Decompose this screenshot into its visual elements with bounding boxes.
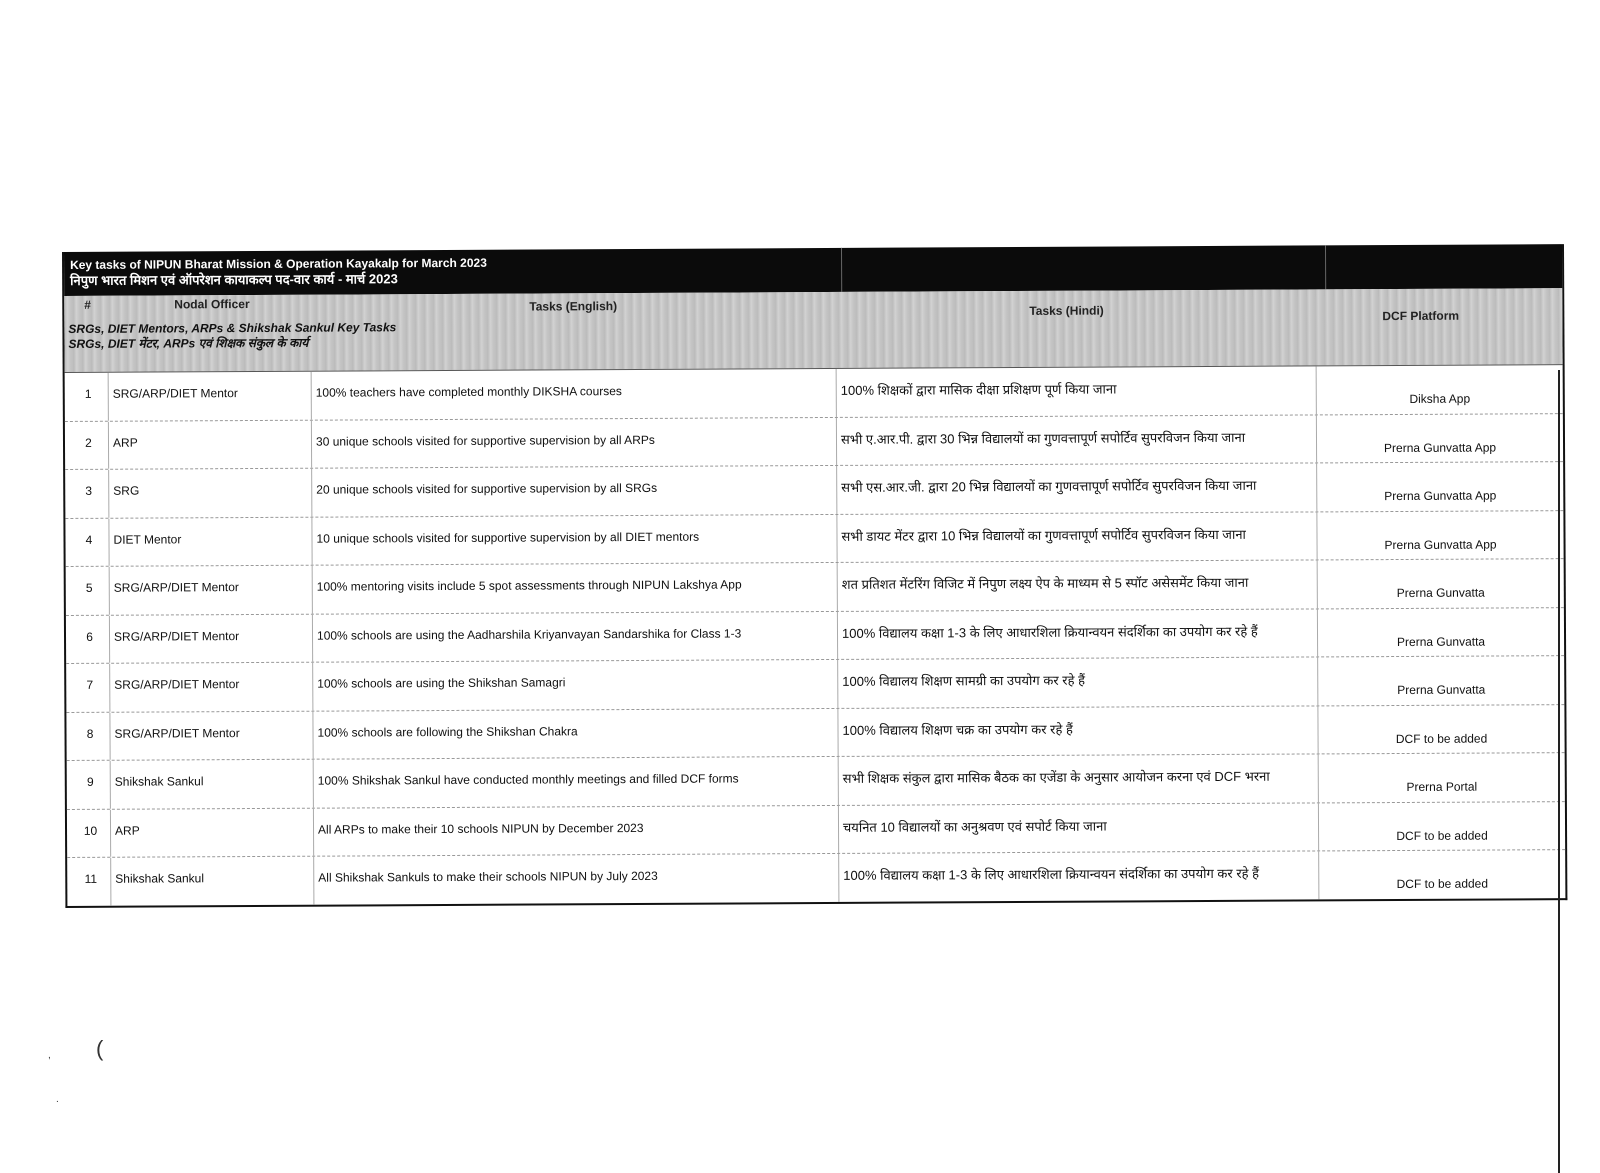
table-title [64,248,842,296]
table-row [66,608,1564,664]
nodal-officer-cell: SRG/ARP/DIET Mentor [110,566,313,615]
row-number: 6 [66,615,110,663]
nodal-officer-cell: Shikshak Sankul [111,760,314,809]
table-row [65,511,1563,567]
task-hindi-cell: शत प्रतिशत मेंटरिंग विजिट में निपुण लक्ष्य ऐप के माध्यम से 5 स्पॉट असेसमेंट किया जाना [838,560,1318,610]
dcf-platform-cell: DCF to be added [1395,731,1488,746]
title-bar-cell [1326,244,1562,289]
scan-mark: . [56,1094,59,1105]
task-english-cell: 10 unique schools visited for supportive supervision by all DIET mentors [312,514,837,564]
header-num: # [84,297,92,312]
dcf-platform-cell: Prerna Portal [1406,779,1478,794]
table-row [66,559,1564,615]
task-hindi-cell: 100% विद्यालय शिक्षण सामग्री का उपयोग कर रहे हैं [838,657,1318,707]
task-hindi-cell: सभी एस.आर.जी. द्वारा 20 भिन्न विद्यालयों का गुणवत्तापूर्ण सपोर्टिव सुपरविजन किया जाना [837,463,1317,513]
table-row [65,365,1563,421]
table-row [67,850,1565,905]
scan-mark: , [48,1050,51,1061]
row-number: 3 [65,470,109,518]
title-english: Key tasks of NIPUN Bharat Mission & Operation Kayakalp for March 2023 [70,255,487,272]
row-number: 1 [65,373,109,421]
dcf-platform-cell: Prerna Gunvatta [1396,585,1485,601]
row-number: 4 [65,518,109,566]
task-english-cell: 100% Shikshak Sankul have conducted monthly meetings and filled DCF forms [314,757,839,807]
task-table [62,244,1567,907]
table-row [65,462,1563,518]
row-number: 9 [67,761,111,809]
nodal-officer-cell: DIET Mentor [109,517,312,566]
section-label [68,320,396,352]
dcf-platform-cell: Prerna Gunvatta [1396,634,1486,649]
title-hindi: निपुण भारत मिशन एवं ऑपरेशन कायाकल्प पद-वार कार्य - मार्च 2023 [70,271,398,288]
table-row [65,414,1563,470]
dcf-platform-cell: DCF to be added [1396,828,1488,843]
row-number: 5 [66,567,110,615]
row-number: 10 [67,809,111,857]
section-hindi: SRGs, DIET मेंटर, ARPs एवं शिक्षक संकुल के कार्य [68,335,309,351]
task-english-cell: 100% schools are using the Aadharshila Kriyanvayan Sandarshika for Class 1-3 [313,611,838,661]
nodal-officer-cell: Shikshak Sankul [111,857,314,906]
task-hindi-cell: 100% शिक्षकों द्वारा मासिक दीक्षा प्रशिक्षण पूर्ण किया जाना [837,366,1317,416]
row-number: 2 [65,421,109,469]
row-number: 7 [66,664,110,712]
task-english-cell: 100% schools are using the Shikshan Samagri [313,660,838,710]
nodal-officer-cell: SRG/ARP/DIET Mentor [110,663,313,712]
table-body [65,365,1566,905]
task-hindi-cell: 100% विद्यालय कक्षा 1-3 के लिए आधारशिला क्रियान्वयन संदर्शिका का उपयोग कर रहे हैं [839,851,1319,901]
task-hindi-cell: सभी ए.आर.पी. द्वारा 30 भिन्न विद्यालयों का गुणवत्तापूर्ण सपोर्टिव सुपरविजन किया जाना [837,415,1317,465]
nodal-officer-cell: SRG/ARP/DIET Mentor [110,614,313,663]
dcf-platform-cell: Diksha App [1409,391,1471,406]
title-bar [64,244,1562,296]
table-row [67,802,1565,858]
table-row [66,656,1564,712]
dcf-platform-cell: Prerna Gunvatta App [1383,439,1497,455]
row-number: 11 [67,858,111,906]
table-row [66,705,1564,761]
nodal-officer-cell: ARP [109,420,312,469]
scan-mark: ( [96,1036,104,1061]
task-hindi-cell: चयनित 10 विद्यालयों का अनुश्रवण एवं सपोर्ट किया जाना [839,803,1319,853]
task-english-cell: All ARPs to make their 10 schools NIPUN by December 2023 [314,805,839,855]
task-english-cell: 100% schools are following the Shikshan Chakra [313,708,838,758]
task-english-cell: All Shikshak Sankuls to make their schools NIPUN by July 2023 [314,854,839,904]
dcf-platform-cell: DCF to be added [1396,876,1489,892]
table-row [67,753,1565,809]
scan-edge-line [1558,370,1560,1173]
dcf-platform-cell: Prerna Gunvatta [1397,682,1486,698]
task-english-cell: 100% teachers have completed monthly DIKSHA courses [312,369,837,419]
header-tasks-hindi: Tasks (Hindi) [1029,303,1104,318]
task-hindi-cell: 100% विद्यालय शिक्षण चक्र का उपयोग कर रहे हैं [838,706,1318,756]
title-bar-cell [842,245,1326,292]
nodal-officer-cell: SRG/ARP/DIET Mentor [110,711,313,760]
task-hindi-cell: 100% विद्यालय कक्षा 1-3 के लिए आधारशिला क्रियान्वयन संदर्शिका का उपयोग कर रहे हैं [838,609,1318,659]
task-hindi-cell: सभी डायट मेंटर द्वारा 10 भिन्न विद्यालयों का गुणवत्तापूर्ण सपोर्टिव सुपरविजन किया जाना [837,512,1317,562]
header-dcf-platform: DCF Platform [1382,308,1460,324]
task-english-cell: 20 unique schools visited for supportive supervision by all SRGs [312,466,837,516]
task-hindi-cell: सभी शिक्षक संकुल द्वारा मासिक बैठक का एजेंडा के अनुसार आयोजन करना एवं DCF भरना [839,754,1319,804]
nodal-officer-cell: SRG [109,469,312,518]
header-tasks-english: Tasks (English) [529,299,618,314]
dcf-platform-cell: Prerna Gunvatta App [1384,488,1497,504]
header-row [64,288,1562,373]
nodal-officer-cell: SRG/ARP/DIET Mentor [109,372,312,421]
section-english: SRGs, DIET Mentors, ARPs & Shikshak Sankul Key Tasks [68,320,397,336]
nodal-officer-cell: ARP [111,808,314,857]
dcf-platform-cell: Prerna Gunvatta App [1384,536,1497,552]
header-nodal-officer: Nodal Officer [174,297,250,312]
task-english-cell: 100% mentoring visits include 5 spot assessments through NIPUN Lakshya App [313,563,838,613]
task-english-cell: 30 unique schools visited for supportive supervision by all ARPs [312,417,837,467]
row-number: 8 [66,712,110,760]
